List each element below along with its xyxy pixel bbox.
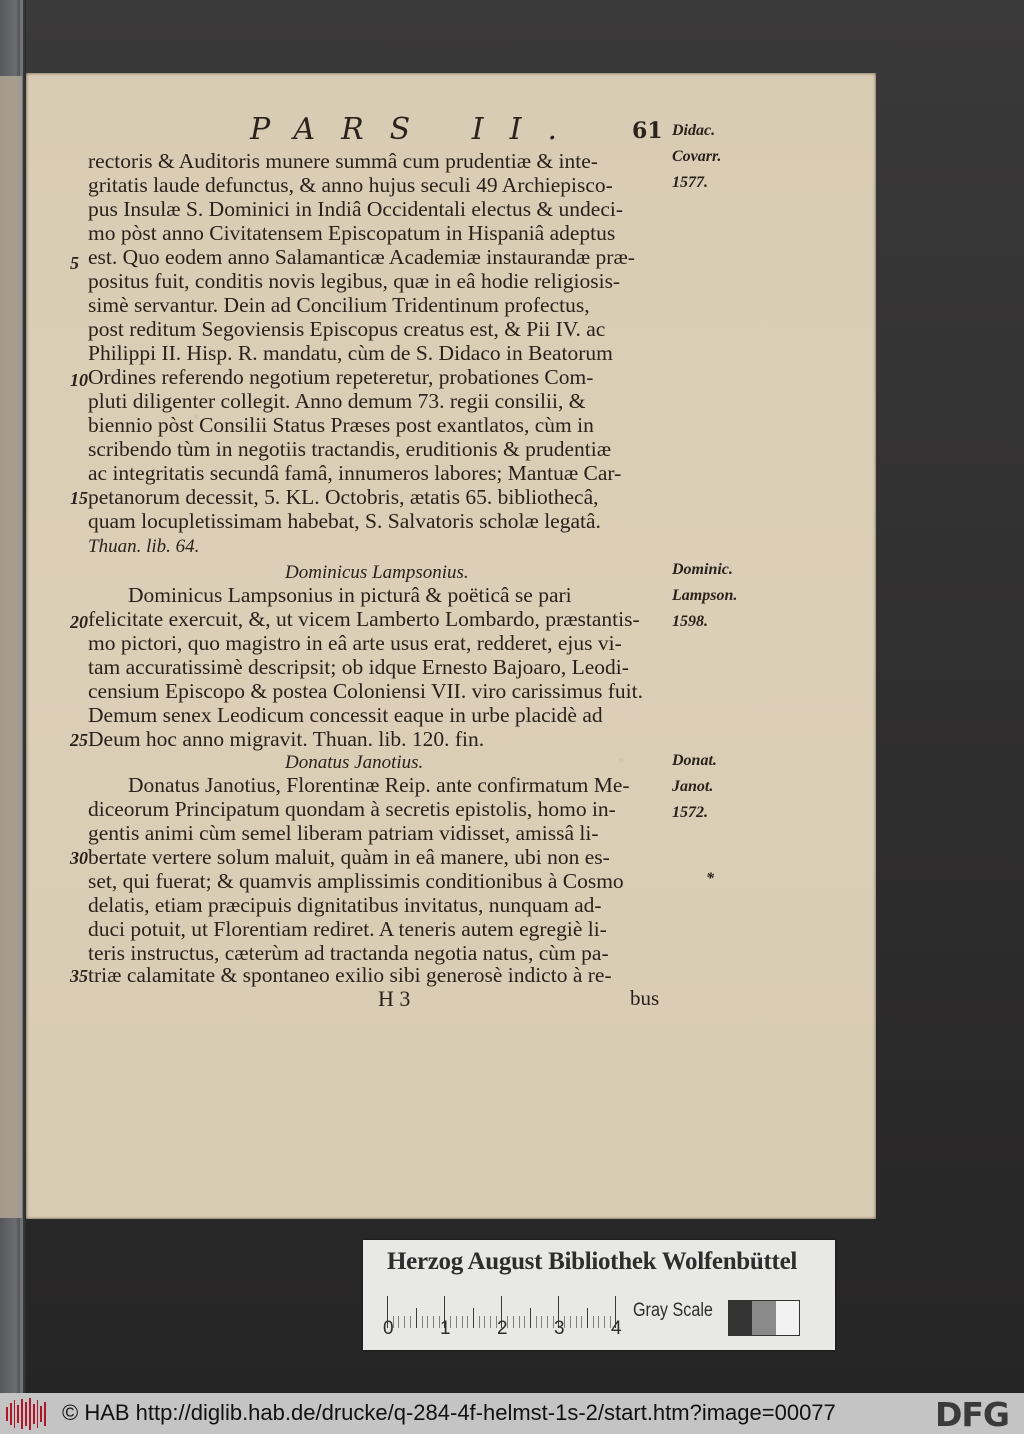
text-line: set, qui fuerat; & quamvis amplissimis conditionibus à Cosmo — [88, 869, 624, 893]
text-line: positus fuit, conditis novis legibus, quæ in eâ hodie religiosis- — [88, 269, 621, 293]
line-number: 25 — [70, 730, 88, 750]
swatch-light — [776, 1301, 799, 1335]
line-number: 15 — [70, 488, 88, 508]
text-line: ac integritatis secundâ famâ, innumeros labores; Mantuæ Car- — [88, 461, 622, 485]
citation-line: Thuan. lib. 64. — [88, 536, 200, 557]
text-line: triæ calamitate & spontaneo exilio sibi generosè indicto à re- — [88, 963, 612, 987]
text-line: censium Episcopo & postea Coloniensi VII. viro carissimus fuit. — [88, 679, 643, 703]
line-number: 5 — [70, 253, 79, 273]
text-line: pluti diligenter collegit. Anno demum 73. regii consilii, & — [88, 389, 586, 413]
ruler-label: 4 — [611, 1318, 622, 1339]
margin-asterisk: * — [706, 870, 714, 887]
page-number: 61 — [632, 118, 663, 144]
margin-note-line: Didac. — [672, 122, 716, 139]
text-line: simè servantur. Dein ad Concilium Tridentinum profectus, — [88, 293, 590, 317]
signature-mark: H 3 — [378, 986, 411, 1011]
text-line: Ordines referendo negotium repeteretur, probationes Com- — [88, 365, 594, 389]
margin-note-line: Donat. — [672, 752, 717, 769]
text-line: Philippi II. Hisp. R. mandatu, cùm de S. Didaco in Beatorum — [88, 341, 613, 365]
line-number: 35 — [70, 966, 88, 986]
margin-note-line: Dominic. — [672, 561, 733, 578]
gray-scale-label: Gray Scale — [633, 1300, 713, 1321]
text-line: delatis, etiam præcipuis dignitatibus invitatus, nunquam ad- — [88, 893, 602, 917]
catchword: bus — [630, 986, 660, 1010]
swatch-mid — [752, 1301, 775, 1335]
text-line: Donatus Janotius, Florentinæ Reip. ante confirmatum Me- — [128, 773, 630, 797]
glass-plate-edge — [0, 0, 26, 1393]
ruler-label: 2 — [497, 1318, 508, 1339]
text-line: felicitate exercuit, &, ut vicem Lamberto Lombardo, præstantis- — [88, 607, 640, 631]
text-line: diceorum Principatum quondam à secretis epistolis, homo in- — [88, 797, 616, 821]
text-line: scribendo tùm in negotiis tractandis, eruditionis & prudentiæ — [88, 437, 612, 461]
margin-note-line: Janot. — [672, 778, 714, 795]
margin-note-line: 1572. — [672, 804, 708, 821]
text-line: Dominicus Lampsonius in picturâ & poëticâ se pari — [128, 583, 572, 607]
text-line: duci potuit, ut Florentiam rediret. A teneris autem egregiè li- — [88, 917, 607, 941]
ruler-label: 0 — [383, 1318, 394, 1339]
margin-note-janotius — [672, 748, 717, 826]
adjacent-page-edge — [0, 76, 22, 1218]
text-line: Demum senex Leodicum concessit eaque in urbe placidè ad — [88, 703, 603, 727]
margin-note-line: Lampson. — [672, 587, 738, 604]
text-line: rectoris & Auditoris munere summâ cum prudentiæ & inte- — [88, 149, 598, 173]
text-line: teris instructus, cæterùm ad tractanda negotia natus, cùm pa- — [88, 941, 609, 965]
section-heading-janotius: Donatus Janotius. — [285, 752, 424, 773]
ruler-label: 3 — [554, 1318, 565, 1339]
text-line: mo pòst anno Civitatensem Episcopatum in Hispaniâ adeptus — [88, 221, 616, 245]
glass-edge-highlight — [20, 0, 23, 1393]
text-line: quam locupletissimam habebat, S. Salvatoris scholæ legatâ. — [88, 509, 601, 533]
swatch-dark — [729, 1301, 752, 1335]
text-line: tam accuratissimè descripsit; ob idque Ernesto Bajoaro, Leodi- — [88, 655, 629, 679]
text-line: gentis animi cùm semel liberam patriam vidisset, amissâ li- — [88, 821, 599, 845]
text-line: gritatis laude defunctus, & anno hujus seculi 49 Archiepisco- — [88, 173, 613, 197]
library-scale-card — [363, 1240, 835, 1350]
copyright-url[interactable]: © HAB http://diglib.hab.de/drucke/q-284-4f-helmst-1s-2/start.htm?image=00077 — [62, 1400, 836, 1425]
text-line: petanorum decessit, 5. KL. Octobris, ætatis 65. bibliothecâ, — [88, 485, 599, 509]
line-number: 10 — [70, 370, 88, 390]
gray-scale-swatches — [728, 1300, 800, 1336]
margin-note-line: 1577. — [672, 174, 708, 191]
text-line: pus Insulæ S. Dominici in Indiâ Occidentali electus & undeci- — [88, 197, 624, 221]
line-number: 30 — [70, 848, 88, 868]
text-line: est. Quo eodem anno Salamanticæ Academiæ instaurandæ præ- — [88, 245, 635, 269]
text-line: biennio pòst Consilii Status Præses post exantlatos, cùm in — [88, 413, 594, 437]
margin-note-didacus — [672, 118, 721, 196]
text-line: bertate vertere solum maluit, quàm in eâ manere, ubi non es- — [88, 845, 610, 869]
ruler-label: 1 — [440, 1318, 451, 1339]
line-number: 20 — [70, 612, 88, 632]
footer-bar — [0, 1393, 1024, 1434]
section-heading-lampsonius: Dominicus Lampsonius. — [285, 562, 469, 583]
hab-logo-icon — [6, 1397, 46, 1430]
text-line: Deum hoc anno migravit. Thuan. lib. 120. fin. — [88, 727, 485, 751]
text-line: mo pictori, quo magistro in eâ arte usus erat, redderet, ejus vi- — [88, 631, 622, 655]
margin-note-lampsonius — [672, 557, 737, 635]
dfg-logo: DFG — [935, 1395, 1010, 1434]
margin-note-line: Covarr. — [672, 148, 722, 165]
library-name: Herzog August Bibliothek Wolfenbüttel — [387, 1248, 798, 1275]
text-line: post reditum Segoviensis Episcopus creatus est, & Pii IV. ac — [88, 317, 606, 341]
running-head: PARS II. — [250, 112, 584, 147]
margin-note-line: 1598. — [672, 613, 708, 630]
